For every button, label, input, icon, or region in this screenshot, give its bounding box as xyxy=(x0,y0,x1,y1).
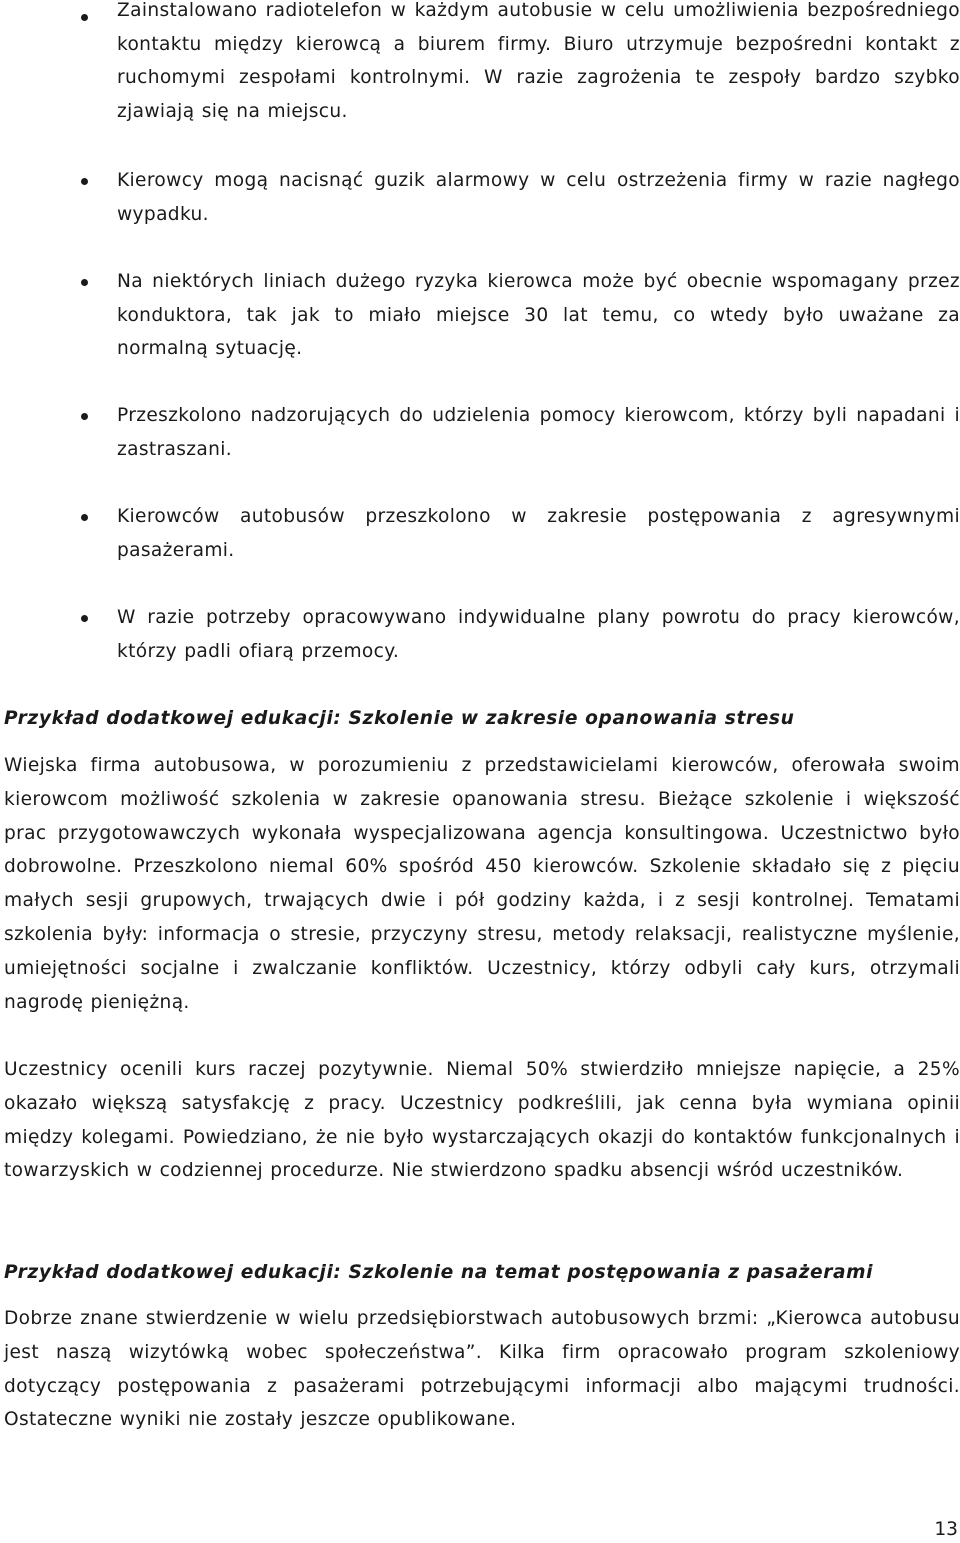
bullet-icon xyxy=(81,279,88,286)
bullet-icon xyxy=(81,14,88,21)
bullet-icon xyxy=(81,615,88,622)
section-heading-stress-training: Przykład dodatkowej edukacji: Szkolenie w zakresie opanowania stresu xyxy=(4,708,795,729)
body-paragraph: Uczestnicy ocenili kurs raczej pozytywnie. Niemal 50% stwierdziło mniejsze napięcie, a 25% okazało większą satysfakcję z pracy. Uczestnicy podkreślili, jak cenna była wymiana opinii między kolegami. Powiedziano, że nie było wystarczających okazji do kontaktów funkcjonalnych i towarzyskich w codziennej procedurze. Nie stwierdzono spadku absencji wśród uczestników. xyxy=(4,1059,960,1182)
bullet-icon xyxy=(81,178,88,185)
section-heading-passenger-training: Przykład dodatkowej edukacji: Szkolenie na temat postępowania z pasażerami xyxy=(4,1262,874,1283)
bullet-text: Zainstalowano radiotelefon w każdym autobusie w celu umożliwienia bezpośredniego kontaktu między kierowcą a biurem firmy. Biuro utrzymuje bezpośredni kontakt z ruchomymi zespołami kontrolnymi. W razie zagrożenia te zespoły bardzo szybko zjawiają się na miejscu. xyxy=(117,0,960,122)
bullet-text: Na niektórych liniach dużego ryzyka kierowca może być obecnie wspomagany przez konduktora, tak jak to miało miejsce 30 lat temu, co wtedy było uważane za normalną sytuację. xyxy=(117,271,960,359)
bullet-icon xyxy=(81,413,88,420)
bullet-text: Przeszkolono nadzorujących do udzielenia pomocy kierowcom, którzy byli napadani i zastraszani. xyxy=(117,405,960,460)
body-paragraph: Dobrze znane stwierdzenie w wielu przedsiębiorstwach autobusowych brzmi: „Kierowca autobusu jest naszą wizytówką wobec społeczeństwa”. Kilka firm opracowało program szkoleniowy dotyczący postępowania z pasażerami potrzebującymi informacji albo mającymi trudności. Ostateczne wyniki nie zostały jeszcze opublikowane. xyxy=(4,1308,960,1431)
bullet-text: W razie potrzeby opracowywano indywidualne plany powrotu do pracy kierowców, którzy padli ofiarą przemocy. xyxy=(117,607,960,662)
bullet-text: Kierowcy mogą nacisnąć guzik alarmowy w celu ostrzeżenia firmy w razie nagłego wypadku. xyxy=(117,170,960,225)
bullet-text: Kierowców autobusów przeszkolono w zakresie postępowania z agresywnymi pasażerami. xyxy=(117,506,960,561)
bullet-icon xyxy=(81,514,88,521)
page-number: 13 xyxy=(934,1519,958,1540)
body-paragraph: Wiejska firma autobusowa, w porozumieniu z przedstawicielami kierowców, oferowała swoim kierowcom możliwość szkolenia w zakresie opanowania stresu. Bieżące szkolenie i większość prac przygotowawczych wykonała wyspecjalizowana agencja konsultingowa. Uczestnictwo było dobrowolne. Przeszkolono niemal 60% spośród 450 kierowców. Szkolenie składało się z pięciu małych sesji grupowych, trwających dwie i pół godziny każda, i z sesji kontrolnej. Tematami szkolenia były: informacja o stresie, przyczyny stresu, metody relaksacji, realistyczne myślenie, umiejętności socjalne i zwalczanie konfliktów. Uczestnicy, którzy odbyli cały kurs, otrzymali nagrodę pieniężną. xyxy=(4,755,960,1013)
